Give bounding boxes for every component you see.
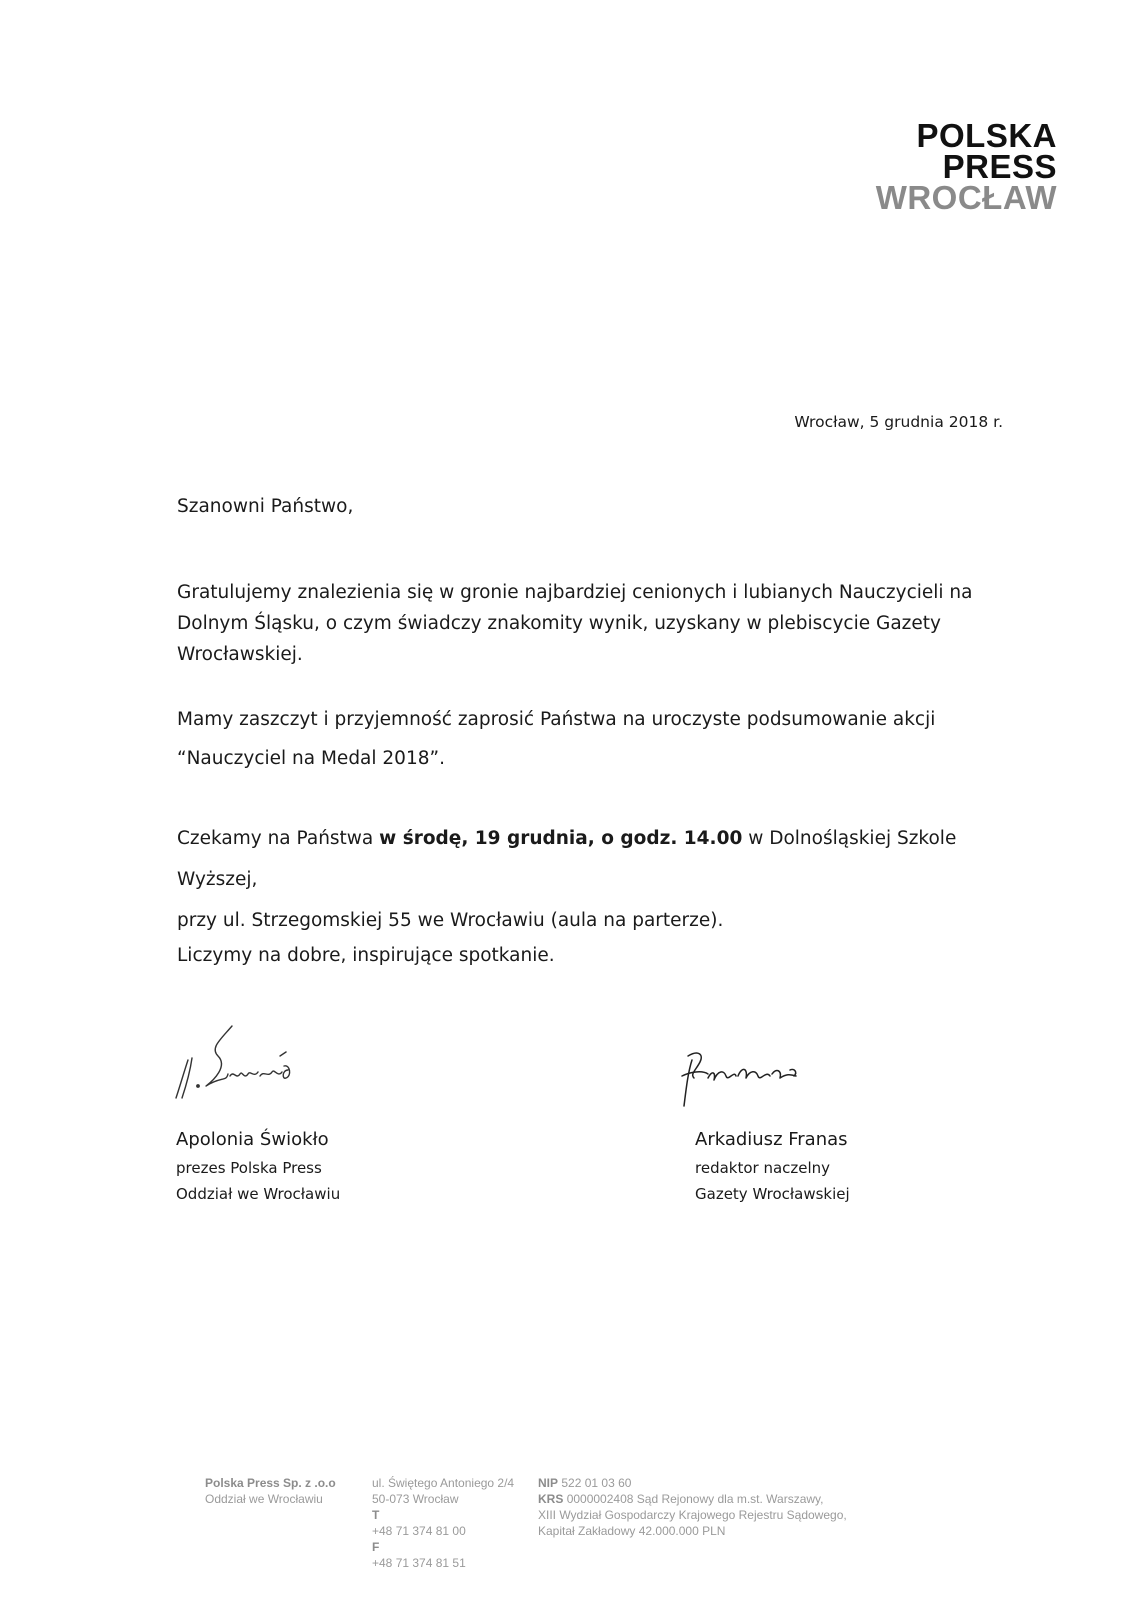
signatory-name: Arkadiusz Franas bbox=[695, 1129, 848, 1150]
paragraph-line bbox=[177, 818, 1007, 900]
footer-nip-label: NIP bbox=[538, 1476, 559, 1490]
signatory-1 bbox=[176, 1125, 340, 1207]
footer-street: ul. Świętego Antoniego 2/4 bbox=[372, 1476, 515, 1490]
paragraph-line: Dolnym Śląsku, o czym świadczy znakomity wynik, uzyskany w plebiscycie Gazety bbox=[177, 613, 941, 634]
paragraph-line: Gratulujemy znalezienia się w gronie najbardziej cenionych i lubianych Nauczycieli na bbox=[177, 582, 973, 603]
footer-fax-label: F bbox=[372, 1540, 380, 1554]
paragraph-line: Wrocławskiej. bbox=[177, 644, 303, 665]
signature-franas bbox=[678, 1030, 818, 1112]
signatory-title: Oddział we Wrocławiu bbox=[176, 1185, 341, 1203]
signatory-title: prezes Polska Press bbox=[176, 1159, 322, 1177]
footer-krs: 0000002408 Sąd Rejonowy dla m.st. Warszawy, bbox=[566, 1492, 824, 1506]
logo-line-press: PRESS bbox=[942, 148, 1057, 185]
event-address: przy ul. Strzegomskiej 55 we Wrocławiu (aula na parterze). bbox=[177, 910, 724, 931]
paragraph-line: Mamy zaszczyt i przyjemność zaprosić Państwa na uroczyste podsumowanie akcji bbox=[177, 709, 936, 730]
footer-city: 50-073 Wrocław bbox=[372, 1492, 459, 1506]
event-date-time: w środę, 19 grudnia, o godz. 14.00 bbox=[379, 828, 743, 849]
signatory-title: redaktor naczelny bbox=[695, 1159, 831, 1177]
footer-nip: 522 01 03 60 bbox=[561, 1476, 632, 1490]
paragraph-line: “Nauczyciel na Medal 2018”. bbox=[177, 748, 445, 769]
footer-address bbox=[372, 1475, 514, 1571]
logo-line-polska: POLSKA bbox=[916, 117, 1057, 154]
letter-date: Wrocław, 5 grudnia 2018 r. bbox=[794, 413, 1003, 431]
footer-branch: Oddział we Wrocławiu bbox=[205, 1492, 323, 1506]
paragraph-closing: Liczymy na dobre, inspirujące spotkanie. bbox=[177, 945, 555, 966]
signatory-title: Gazety Wrocławskiej bbox=[695, 1185, 850, 1203]
greeting: Szanowni Państwo, bbox=[177, 496, 354, 517]
footer-company-name: Polska Press Sp. z .o.o bbox=[205, 1476, 336, 1490]
paragraph-event-details bbox=[177, 818, 1007, 941]
paragraph-congratulations bbox=[177, 577, 1007, 670]
footer-company bbox=[205, 1475, 336, 1507]
footer-krs-label: KRS bbox=[538, 1492, 564, 1506]
footer-fax: +48 71 374 81 51 bbox=[372, 1556, 466, 1570]
signatory-2 bbox=[695, 1125, 850, 1207]
footer-court: XIII Wydział Gospodarczy Krajowego Rejestru Sądowego, bbox=[538, 1508, 847, 1522]
footer-phone: +48 71 374 81 00 bbox=[372, 1524, 466, 1538]
signature-swioklo bbox=[170, 1020, 310, 1102]
event-text-suffix: w Dolnośląskiej Szkole Wyższej, bbox=[177, 828, 957, 890]
polska-press-logo bbox=[875, 117, 1057, 216]
footer-phone-label: T bbox=[372, 1508, 380, 1522]
footer-registry bbox=[538, 1475, 847, 1539]
signatory-name: Apolonia Świokło bbox=[176, 1129, 329, 1150]
logo-line-wroclaw: WROCŁAW bbox=[875, 179, 1057, 216]
footer-capital: Kapitał Zakładowy 42.000.000 PLN bbox=[538, 1524, 726, 1538]
event-text-prefix: Czekamy na Państwa bbox=[177, 828, 380, 849]
paragraph-invitation bbox=[177, 700, 1007, 778]
